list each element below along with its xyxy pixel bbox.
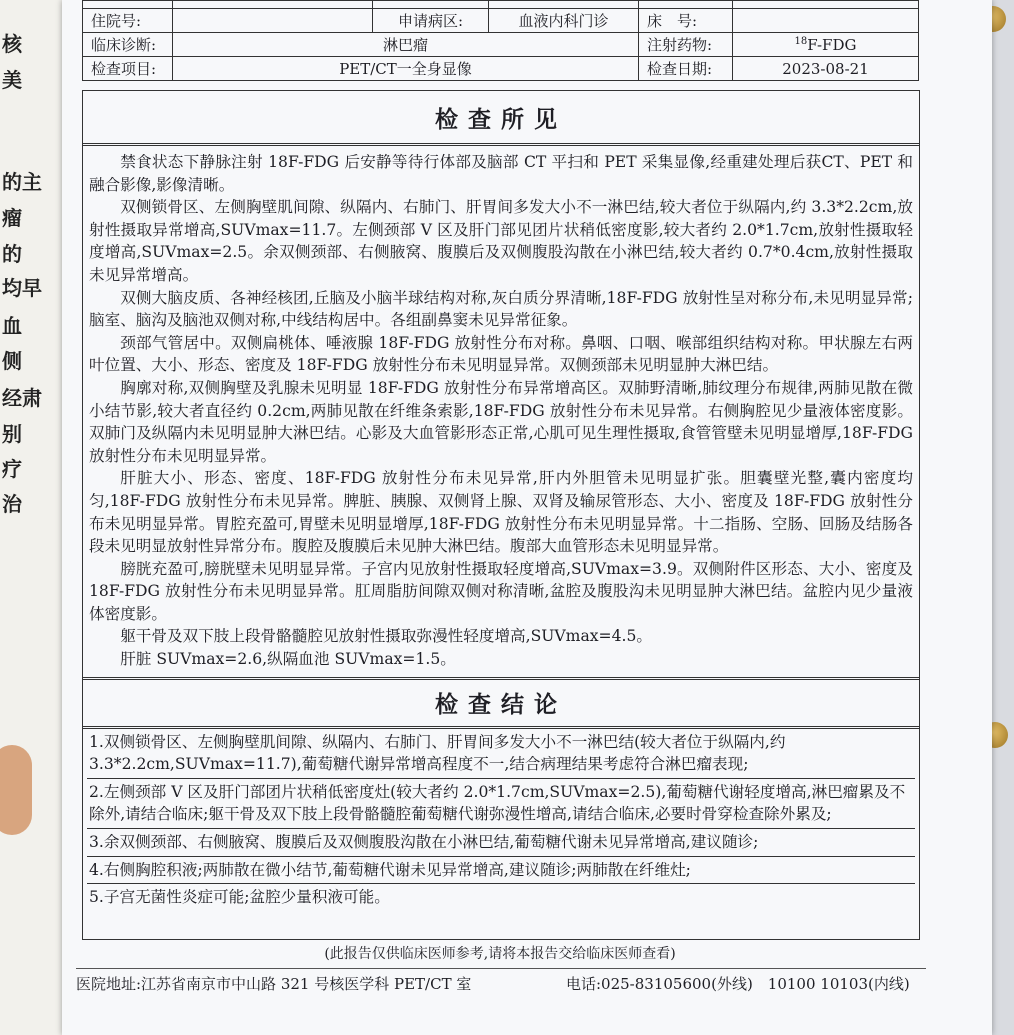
exam-value: PET/CT一全身显像 <box>173 57 639 81</box>
findings-paragraph: 躯干骨及双下肢上段骨骼髓腔见放射性摄取弥漫性轻度增高,SUVmax=4.5。 <box>120 627 653 646</box>
findings-title: 检查所见 <box>435 106 567 133</box>
admission-no-label: 住院号: <box>83 9 173 33</box>
tracer-name: F-FDG <box>807 35 857 54</box>
patient-info-table <box>82 0 919 81</box>
diagnosis-value: 淋巴瘤 <box>173 33 639 57</box>
hospital-phone: 电话:025-83105600(外线) 10100 10103(内线) <box>566 975 910 993</box>
findings-paragraph: 肝脏 SUVmax=2.6,纵隔血池 SUVmax=1.5。 <box>120 650 456 669</box>
conclusions-title: 检查结论 <box>435 690 567 718</box>
report-disclaimer: (此报告仅供临床医师参考,请将本报告交给临床医师查看) <box>324 946 676 962</box>
left-page-fragment: 治 <box>2 492 22 516</box>
bed-value <box>733 9 919 33</box>
bed-label: 床 号: <box>639 9 733 33</box>
conclusion-item: 5.子宫无菌性炎症可能;盆腔少量积液可能。 <box>89 888 390 907</box>
ward-label: 申请病区: <box>373 9 489 33</box>
conclusion-item: 1.双侧锁骨区、左侧胸壁肌间隙、纵隔内、右肺门、肝胃间多发大小不一淋巴结(较大者位于纵隔内,约3.3*2.2cm,SUVmax=11.7),葡萄糖代谢异常增高程度不一,结合病理结果考虑符合淋巴瘤表现; <box>87 729 915 779</box>
admission-no-value <box>173 9 373 33</box>
findings-paragraph: 禁食状态下静脉注射 18F-FDG 后安静等待行体部及脑部 CT 平扫和 PET 采集显像,经重建处理后获CT、PET 和融合影像,影像清晰。 <box>89 153 913 194</box>
tracer-label: 注射药物: <box>639 33 733 57</box>
left-page-fragment: 美 <box>2 68 22 92</box>
conclusions-section <box>83 729 919 911</box>
report-sheet <box>62 0 992 1035</box>
exam-date-value: 2023-08-21 <box>733 57 919 81</box>
findings-paragraph: 肝脏大小、形态、密度、18F-FDG 放射性分布未见异常,肝内外胆管未见明显扩张。胆囊壁光整,囊内密度均匀,18F-FDG 放射性分布未见异常。脾脏、胰腺、双侧肾上腺、双肾及输尿管形态、大小、密度及 18F-FDG 放射性分布未见明显异常。胃腔充盈可,胃壁未见明显增厚,18F-FDG 放射性分布未见明显异常。十二指肠、空肠、回肠及结肠各段未见明显放射性异常分布。腹腔及腹膜后未见肿大淋巴结。腹部大血管形态未见明显异常。 <box>89 469 913 556</box>
holding-thumb <box>0 745 32 835</box>
conclusion-item: 3.余双侧颈部、右侧腋窝、腹膜后及双侧腹股沟散在小淋巴结,葡萄糖代谢未见异常增高,建议随诊; <box>87 829 915 857</box>
findings-paragraph: 颈部气管居中。双侧扁桃体、唾液腺 18F-FDG 放射性分布对称。鼻咽、口咽、喉部组织结构对称。甲状腺左右两叶位置、大小、形态、密度及 18F-FDG 放射性分布未见明显异常。双侧颈部未见明显肿大淋巴结。 <box>89 333 913 375</box>
left-page-fragment: 的 <box>2 242 22 266</box>
hospital-address: 医院地址:江苏省南京市中山路 321 号核医学科 PET/CT 室 <box>76 975 472 993</box>
findings-paragraph: 胸廓对称,双侧胸壁及乳腺未见明显 18F-FDG 放射性分布异常增高区。双肺野清晰,肺纹理分布规律,两肺见散在微小结节影,较大者直径约 0.2cm,两肺见散在纤维条索影,18F-FDG 放射性分布未见异常。右侧胸腔见少量液体密度影。双肺门及纵隔内未见明显肿大淋巴结。心影及大血管影形态正常,心肌可见生理性摄取,食管管壁未见明显增厚,18F-FDG 放射性分布未见明显异常。 <box>89 378 913 465</box>
left-page-fragment: 瘤 <box>2 206 22 230</box>
findings-paragraph: 双侧锁骨区、左侧胸壁肌间隙、纵隔内、右肺门、肝胃间多发大小不一淋巴结,较大者位于纵隔内,约 3.3*2.2cm,放射性摄取异常增高,SUVmax=11.7。左侧颈部 V 区及肝门部见团片状稍低密度影,较大者约 2.0*1.7cm,放射性摄取轻度增高,SUVmax=2.5。余双侧颈部、右侧腋窝、腹膜后及双侧腹股沟散在小淋巴结,较大者约 0.7*0.4cm,放射性摄取未见异常增高。 <box>89 198 913 284</box>
left-page-fragment: 侧 <box>2 349 22 373</box>
conclusion-item: 4.右侧胸腔积液;两肺散在微小结节,葡萄糖代谢未见异常增高,建议随诊;两肺散在纤维灶; <box>87 857 915 885</box>
hospital-footer <box>76 968 926 999</box>
tracer-isotope-sup: 18 <box>794 35 808 47</box>
left-page-fragment: 血 <box>2 314 22 338</box>
findings-paragraph: 双侧大脑皮质、各神经核团,丘脑及小脑半球结构对称,灰白质分界清晰,18F-FDG 放射性呈对称分布,未见明显异常;脑室、脑沟及脑池双侧对称,中线结构居中。各组副鼻窦未见异常征象。 <box>89 288 913 330</box>
left-page-fragment: 经肃 <box>2 386 42 410</box>
tracer-value <box>733 33 919 57</box>
left-page-fragment: 均早 <box>2 276 42 300</box>
ward-value: 血液内科门诊 <box>489 9 639 33</box>
left-page-fragment: 别 <box>2 422 22 446</box>
findings-paragraph: 膀胱充盈可,膀胱壁未见明显异常。子宫内见放射性摄取轻度增高,SUVmax=3.9。双侧附件区形态、大小、密度及 18F-FDG 放射性分布未见明显异常。肛周脂肪间隙双侧对称清晰,盆腔及腹股沟未见明显肿大淋巴结。盆腔内见少量液体密度影。 <box>89 559 913 623</box>
left-page-fragment: 疗 <box>2 457 22 481</box>
report-body-box <box>82 90 920 940</box>
left-page-fragment: 核 <box>2 32 22 56</box>
conclusion-item: 2.左侧颈部 V 区及肝门部团片状稍低密度灶(较大者约 2.0*1.7cm,SUVmax=2.5),葡萄糖代谢轻度增高,淋巴瘤累及不除外,请结合临床;躯干骨及双下肢上段骨骼髓腔葡萄糖代谢弥漫性增高,请结合临床,必要时骨穿检查除外累及; <box>87 779 915 829</box>
diagnosis-label: 临床诊断: <box>83 33 173 57</box>
exam-label: 检查项目: <box>83 57 173 81</box>
findings-section <box>83 146 919 671</box>
left-page-edge <box>0 0 70 1035</box>
left-page-fragment: 的主 <box>2 170 42 194</box>
exam-date-label: 检查日期: <box>639 57 733 81</box>
